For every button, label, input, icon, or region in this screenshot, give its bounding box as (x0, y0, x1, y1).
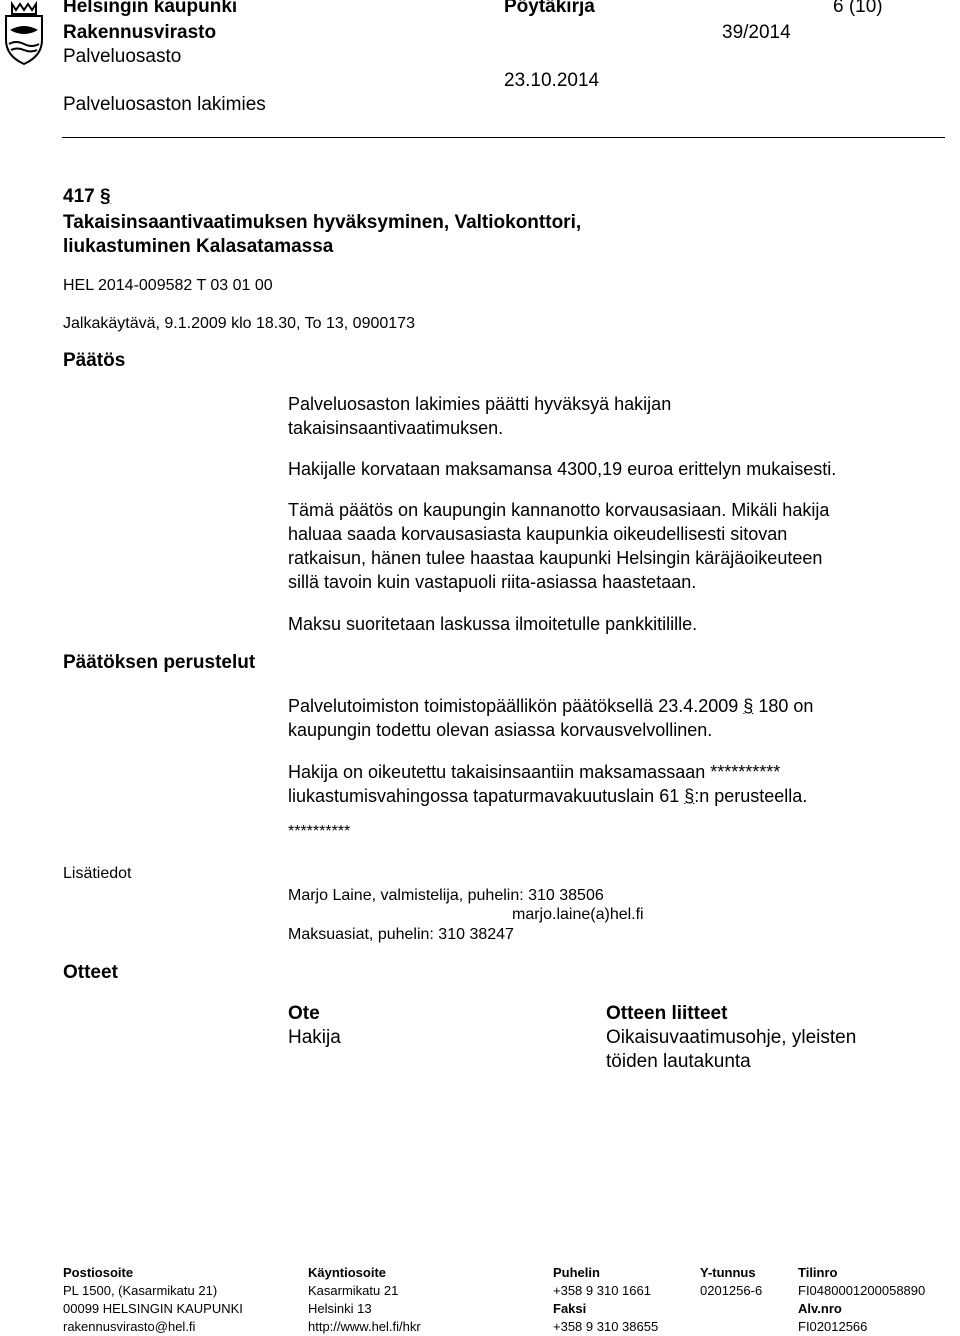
agency-name: Rakennusvirasto (63, 22, 217, 43)
case-title-line1: Takaisinsaantivaatimuksen hyväksyminen, Valtiokonttori, (63, 212, 582, 233)
reasons-paragraph-1: Palvelutoimiston toimistopäällikön päätöksellä 23.4.2009 § 180 on kaupungin todettu olevan asiassa korvausvelvollinen. (288, 696, 814, 740)
info-heading: Lisätiedot (63, 865, 132, 882)
decision-paragraph-1: Palveluosaston lakimies päätti hyväksyä hakijan takaisinsaantivaatimuksen. (288, 394, 672, 438)
decision-heading: Päätös (63, 350, 126, 371)
decision-paragraph-2: Hakijalle korvataan maksamansa 4300,19 euroa erittelyn mukaisesti. (288, 459, 837, 479)
unit-name: Palveluosasto (63, 46, 182, 67)
excerpt-recipient-header: Ote (288, 1003, 320, 1024)
footer-phone: Puhelin +358 9 310 1661 Faksi +358 9 310 38655 (553, 1265, 659, 1334)
document-number: 39/2014 (722, 22, 791, 43)
excerpts-heading: Otteet (63, 962, 118, 983)
reasons-paragraph-2: Hakija on oikeutettu takaisinsaantiin maksamassaan ********** liukastumisvahingossa tapaturmavakuutuslain 61 §:n perusteella. (288, 762, 808, 806)
excerpt-attachment: Oikaisuvaatimusohje, yleisten töiden lautakunta (606, 1027, 857, 1072)
helsinki-crest-logo (0, 0, 48, 66)
case-number: 417 § (63, 186, 111, 207)
decision-paragraph-3: Tämä päätös on kaupungin kannanotto korvausasiaan. Mikäli hakija haluaa saada korvausasiasta kaupunkia oikeudellisesti sitovan ratkaisun, hänen tulee haastaa kaupunki Helsingin käräjäoikeuteen sillä tavoin kuin vastapuoli riita-asiassa haastetaan. (288, 500, 830, 592)
excerpt-recipient: Hakija (288, 1027, 341, 1048)
footer-postal-address: Postiosoite PL 1500, (Kasarmikatu 21) 00099 HELSINGIN KAUPUNKI rakennusvirasto@hel.fi (63, 1265, 243, 1334)
footer-account: Tilinro FI0480001200058890 Alv.nro FI02012566 (798, 1265, 926, 1334)
section-mark: § (743, 696, 754, 716)
excerpt-attachments-header: Otteen liitteet (606, 1003, 728, 1024)
footer-business-id: Y-tunnus 0201256-6 (700, 1265, 763, 1298)
case-title-line2: liukastuminen Kalasatamassa (63, 236, 334, 257)
footer-visiting-address: Käyntiosoite Kasarmikatu 21 Helsinki 13 http://www.hel.fi/hkr (308, 1265, 421, 1334)
section-mark: § (99, 186, 111, 207)
official-title: Palveluosaston lakimies (63, 94, 266, 115)
case-location: Jalkakäytävä, 9.1.2009 klo 18.30, To 13, 0900173 (63, 315, 415, 332)
decision-paragraph-4: Maksu suoritetaan laskussa ilmoitetulle pankkitilille. (288, 614, 698, 634)
redacted-stars: ********** (288, 823, 351, 840)
contact-email: marjo.laine(a)hel.fi (512, 906, 644, 923)
payment-contact: Maksuasiat, puhelin: 310 38247 (288, 926, 514, 943)
section-mark: § (684, 786, 695, 806)
case-reference: HEL 2014-009582 T 03 01 00 (63, 277, 273, 294)
contact-person: Marjo Laine, valmistelija, puhelin: 310 38506 (288, 887, 604, 904)
city-name: Helsingin kaupunki (63, 0, 238, 17)
document-type: Pöytäkirja (504, 0, 595, 17)
document-date: 23.10.2014 (504, 70, 600, 91)
page-number: 6 (10) (833, 0, 883, 17)
reasons-heading: Päätöksen perustelut (63, 652, 256, 673)
header-divider (62, 137, 945, 138)
